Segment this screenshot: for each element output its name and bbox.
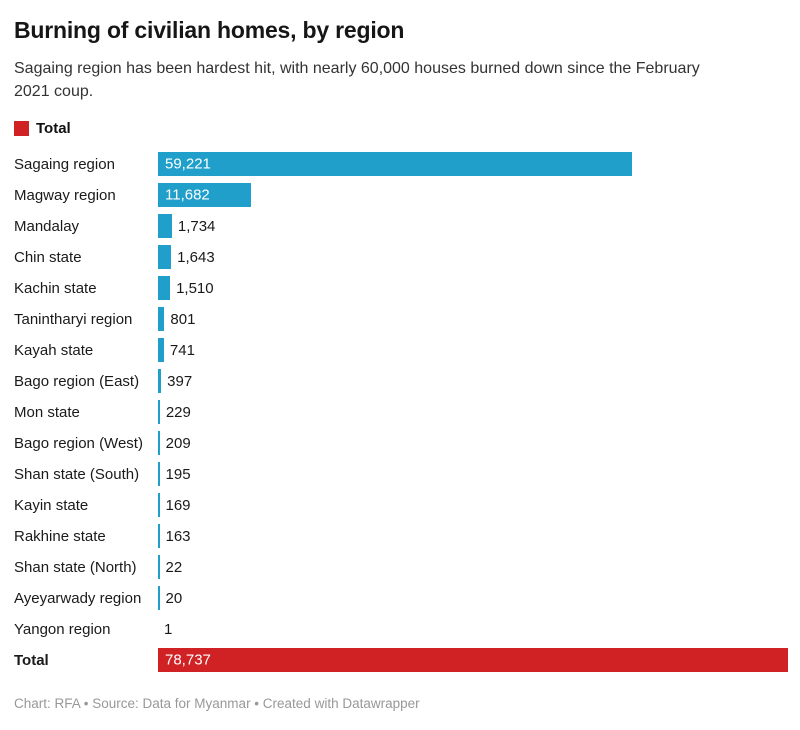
value-label: 1,734 — [177, 217, 216, 235]
row-label: Ayeyarwady region — [14, 589, 142, 607]
value-label: 397 — [167, 372, 193, 390]
row-label: Total — [14, 651, 49, 669]
table-row — [14, 552, 788, 583]
bar — [158, 462, 160, 486]
chart-subtitle: Sagaing region has been hardest hit, with nearly 60,000 houses burned down since the February 2021 coup. — [14, 59, 700, 100]
bar-area — [158, 338, 788, 362]
bar — [158, 307, 164, 331]
bar-area — [158, 462, 788, 486]
row-label: Yangon region — [14, 620, 111, 638]
bar-area — [158, 276, 788, 300]
table-row — [14, 583, 788, 614]
value-label: 209 — [165, 434, 191, 452]
row-label: Bago region (East) — [14, 372, 140, 390]
value-label: 163 — [165, 527, 191, 545]
bar — [158, 493, 160, 517]
bar — [158, 431, 160, 455]
bar-area — [158, 183, 788, 207]
table-row — [14, 614, 788, 645]
bar-area — [158, 586, 788, 610]
bar-area — [158, 555, 788, 579]
value-label: 20 — [165, 589, 183, 607]
bar — [158, 524, 160, 548]
row-label: Bago region (West) — [14, 434, 143, 452]
bar-area — [158, 648, 788, 672]
value-label: 229 — [165, 403, 191, 421]
value-label: 741 — [169, 341, 195, 359]
bar — [158, 369, 161, 393]
bar — [158, 338, 164, 362]
table-row — [14, 180, 788, 211]
row-label: Tanintharyi region — [14, 310, 133, 328]
row-label: Kayah state — [14, 341, 94, 359]
table-row — [14, 459, 788, 490]
table-row — [14, 242, 788, 273]
bar-area — [158, 214, 788, 238]
value-label: 22 — [165, 558, 183, 576]
legend-swatch-icon — [14, 121, 29, 136]
bar-area — [158, 524, 788, 548]
value-label: 1,643 — [177, 248, 215, 266]
bar — [158, 152, 632, 176]
value-label: 1,510 — [176, 279, 214, 297]
row-label: Rakhine state — [14, 527, 106, 545]
bar-area — [158, 152, 788, 176]
bar-area — [158, 400, 788, 424]
legend — [14, 121, 788, 136]
bar-area — [158, 431, 788, 455]
row-label: Chin state — [14, 248, 82, 266]
bar-area — [158, 245, 788, 269]
value-label: 11,682 — [165, 186, 210, 204]
bar — [158, 276, 170, 300]
bar-area — [158, 307, 788, 331]
row-label: Magway region — [14, 186, 116, 204]
chart-credit: Chart: RFA • Source: Data for Myanmar • Created with Datawrapper — [14, 695, 420, 711]
value-label: 169 — [165, 496, 191, 514]
bar-area — [158, 369, 788, 393]
row-label: Kayin state — [14, 496, 89, 514]
bar — [158, 245, 171, 269]
value-label: 801 — [170, 310, 196, 328]
value-label: 195 — [165, 465, 191, 483]
bar — [158, 586, 160, 610]
row-label: Shan state (South) — [14, 465, 140, 483]
row-label: Mandalay — [14, 217, 80, 235]
row-label: Sagaing region — [14, 155, 115, 173]
row-label: Kachin state — [14, 279, 97, 297]
table-row — [14, 273, 788, 304]
value-label: 78,737 — [165, 651, 211, 669]
bar — [158, 214, 172, 238]
table-row — [14, 521, 788, 552]
bar-area — [158, 493, 788, 517]
table-row — [14, 366, 788, 397]
bar — [158, 183, 251, 207]
total-bar — [158, 648, 788, 672]
table-row — [14, 304, 788, 335]
legend-label: Total — [36, 119, 71, 137]
row-label: Mon state — [14, 403, 80, 421]
table-row — [14, 149, 788, 180]
table-row — [14, 211, 788, 242]
bar-rows — [14, 149, 788, 676]
table-row — [14, 397, 788, 428]
row-label: Shan state (North) — [14, 558, 137, 576]
table-row — [14, 428, 788, 459]
bar — [158, 400, 160, 424]
page-title: Burning of civilian homes, by region — [14, 17, 405, 43]
bar-area — [158, 617, 788, 641]
table-row — [14, 490, 788, 521]
value-label: 1 — [164, 620, 173, 638]
table-row — [14, 335, 788, 366]
table-row — [14, 645, 788, 676]
value-label: 59,221 — [165, 155, 211, 173]
bar — [158, 555, 160, 579]
